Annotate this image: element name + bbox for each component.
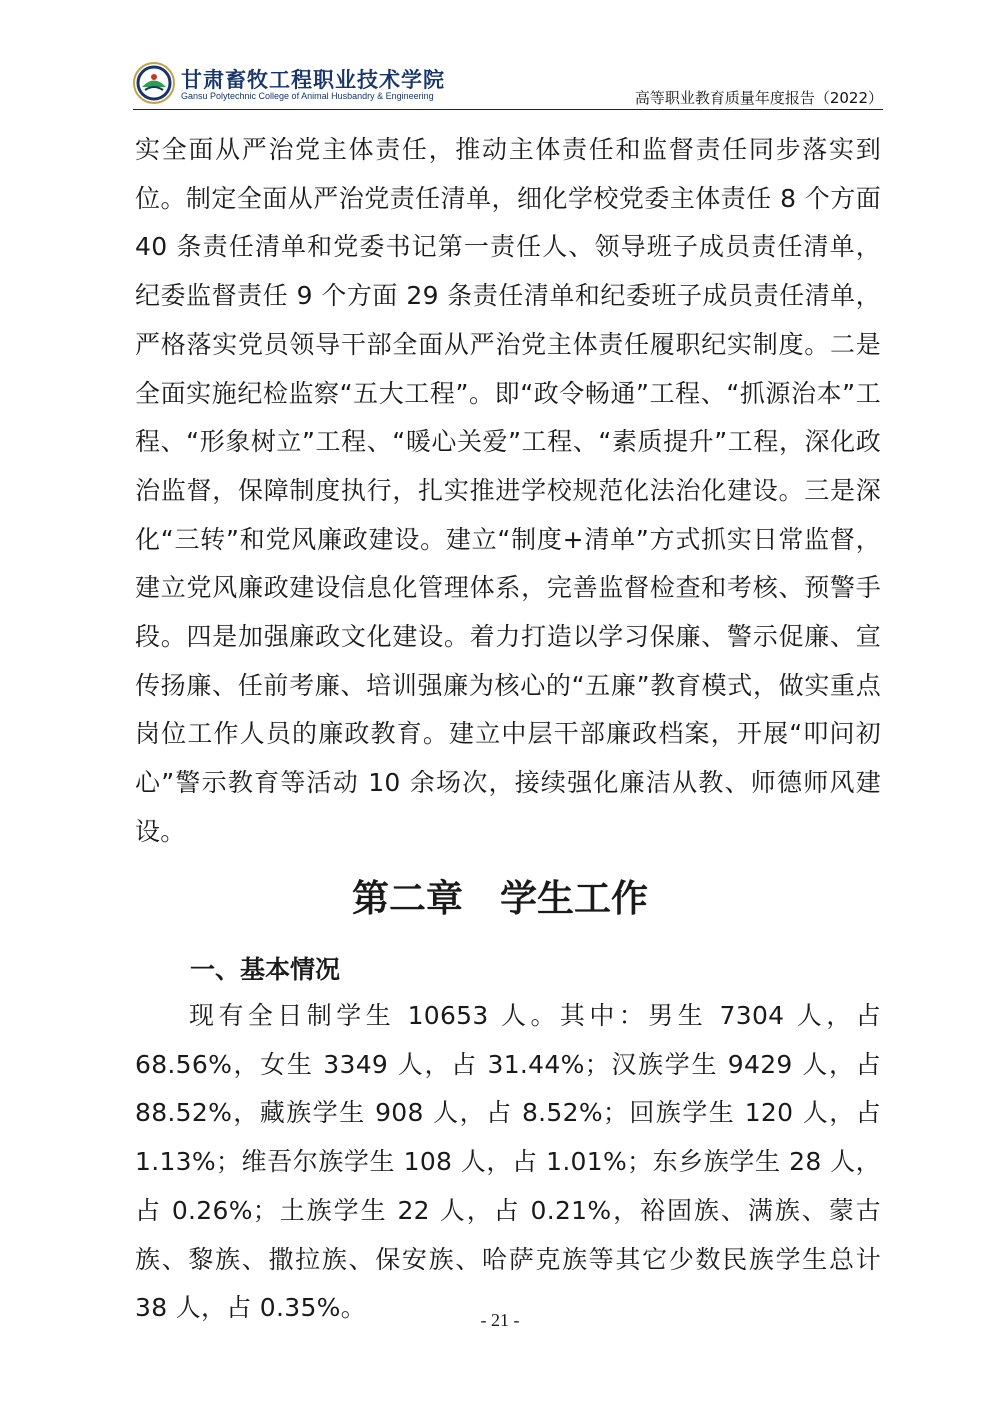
body-paragraph-2: 现有全日制学生 10653 人。其中：男生 7304 人，占 68.56%，女生 3349 人，占 31.44%；汉族学生 9429 人，占 88.52%，藏族学生 908 人，占 8.52%；回族学生 120 人，占 1.13%；维吾尔族学生 108 人，占 1.01%；东乡族学生 28 人，占 0.26%；土族学生 22 人，占 0.21%，裕固族、满族、蒙古族、黎族、撒拉族、保安族、哈萨克族等其它少数民族学生总计 38 人，占 0.35%。 [135,1001,881,1323]
body-paragraph-1: 实全面从严治党主体责任，推动主体责任和监督责任同步落实到位。制定全面从严治党责任清单，细化学校党委主体责任 8 个方面 40 条责任清单和党委书记第一责任人、领导班子成员责任清单，纪委监督责任 9 个方面 29 条责任清单和纪委班子成员责任清单，严格落实党员领导干部全面从严治党主体责任履职纪实制度。二是全面实施纪检监察“五大工程”。即“政令畅通”工程、“抓源治本”工程、“形象树立”工程、“暖心关爱”工程、“素质提升”工程，深化政治监督，保障制度执行，扎实推进学校规范化法治化建设。三是深化“三转”和党风廉政建设。建立“制度+清单”方式抓实日常监督，建立党风廉政建设信息化管理体系，完善监督检查和考核、预警手段。四是加强廉政文化建设。着力打造以学习保廉、警示促廉、宣传扬廉、任前考廉、培训强廉为核心的“五廉”教育模式，做实重点岗位工作人员的廉政教育。建立中层干部廉政档案，开展“叩问初心”警示教育等活动 10 余场次，接续强化廉洁从教、师德师风建设。 [135,135,881,846]
school-name-en: Gansu Polytechnic College of Animal Husbandry & Engineering [181,91,434,101]
chapter-title: 第二章 学生工作 [352,877,648,920]
page-number: - 21 - [480,1310,520,1330]
section-heading: 一、基本情况 [190,955,341,984]
school-name-cn: 甘肃畜牧工程职业技术学院 [181,67,445,92]
college-emblem-icon [133,62,175,104]
report-title: 高等职业教育质量年度报告（2022） [634,89,883,107]
page-header [133,56,883,112]
header-divider [133,109,883,110]
